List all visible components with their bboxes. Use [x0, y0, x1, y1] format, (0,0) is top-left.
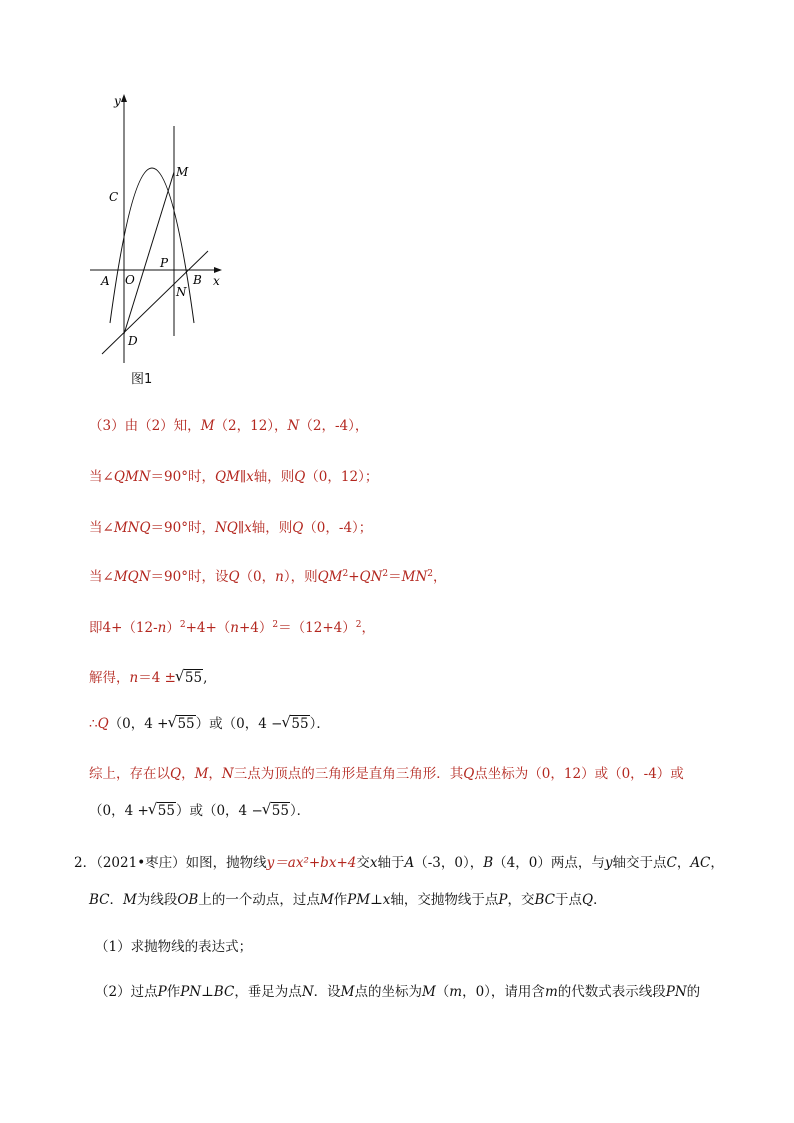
- label-p: P: [160, 256, 169, 270]
- label-d: D: [128, 334, 138, 348]
- text: ，: [710, 855, 724, 871]
- text: （2，12）: [214, 418, 275, 434]
- var: OB: [177, 892, 199, 908]
- sqrt-expression: [149, 800, 176, 822]
- text: 的: [686, 984, 701, 1000]
- label-a: A: [101, 274, 110, 288]
- var: PN: [180, 984, 202, 1000]
- var: Q: [97, 716, 109, 732]
- text: （0，4 +: [89, 803, 149, 819]
- var: x: [369, 855, 378, 871]
- text: （3）由（2）知，: [89, 418, 201, 434]
- text: （-3，0），: [414, 855, 484, 871]
- text: （0，4 +: [108, 716, 169, 732]
- text: ．: [593, 892, 607, 908]
- radicand: 55: [291, 716, 309, 732]
- text: （: [435, 984, 450, 1000]
- exp: 2: [272, 620, 279, 630]
- text: （0，: [239, 569, 276, 585]
- var: x: [244, 520, 252, 536]
- text: 轴，交抛物线于点: [390, 892, 499, 908]
- exp: 2: [427, 569, 434, 579]
- text: ⊥: [201, 984, 214, 1000]
- text: ，交: [507, 892, 535, 908]
- parabola-diagram: [88, 88, 238, 388]
- text: 解得，: [89, 670, 130, 686]
- text: ）．: [289, 803, 311, 819]
- var: x: [246, 469, 254, 485]
- var: N: [301, 984, 314, 1000]
- text: 为线段: [136, 892, 178, 908]
- var: QN: [359, 569, 383, 585]
- var: P: [498, 892, 508, 908]
- var: Q: [294, 469, 306, 485]
- text: +4+（: [185, 620, 231, 636]
- text: 即4+（12-: [89, 620, 158, 636]
- x-axis-arrow: [214, 267, 222, 273]
- var: M: [319, 892, 334, 908]
- text: 作: [333, 892, 348, 908]
- problem-2-line-1: [74, 852, 724, 874]
- text: ，: [361, 620, 375, 636]
- text: 2．（2021•枣庄）如图，抛物线: [74, 855, 267, 871]
- var: M: [123, 892, 137, 908]
- label-b: B: [193, 273, 202, 287]
- text: 于点: [555, 892, 583, 908]
- var: M: [200, 418, 215, 434]
- var: A: [404, 855, 415, 871]
- text: 三点为顶点的三角形是直角三角形．其: [233, 766, 464, 782]
- text: ．: [109, 892, 124, 908]
- var: Q: [582, 892, 594, 908]
- solution-line-8: [89, 763, 684, 785]
- var: Q: [228, 569, 240, 585]
- sqrt-expression: [176, 667, 203, 689]
- var: N: [287, 418, 300, 434]
- text: 综上，存在以: [89, 766, 170, 782]
- text: 点的坐标为: [354, 984, 422, 1000]
- text: ＝90°时，: [150, 520, 215, 536]
- var: n: [157, 620, 167, 636]
- text: ＝4 ±: [138, 670, 176, 686]
- problem-2-question-1: [95, 936, 252, 958]
- text: 当∠: [89, 569, 114, 585]
- var: QM: [214, 469, 240, 485]
- text: （0，-4）；: [303, 520, 373, 536]
- text: 轴于: [377, 855, 405, 871]
- text: 交: [356, 855, 370, 871]
- text: +: [348, 569, 360, 585]
- var: QMN: [113, 469, 151, 485]
- text: ，: [676, 855, 691, 871]
- label-y: y: [114, 94, 121, 108]
- text: ）．: [309, 716, 330, 732]
- var: n: [129, 670, 139, 686]
- figure-caption: 图1: [131, 372, 153, 387]
- radicand: 55: [184, 670, 203, 686]
- text: 上的一个动点，过点: [198, 892, 320, 908]
- equation: y＝ax²+bx+4: [266, 855, 357, 871]
- var: MNQ: [113, 520, 151, 536]
- text: ,: [203, 670, 208, 686]
- var: Q: [292, 520, 304, 536]
- line-db: [102, 251, 208, 354]
- line-dm: [124, 172, 174, 334]
- text: ∴: [89, 716, 98, 732]
- var: BC: [213, 984, 235, 1000]
- var: M: [340, 984, 355, 1000]
- radicand: 55: [177, 716, 195, 732]
- text: ＝90°时，设: [150, 569, 229, 585]
- text: ，0），请用含: [462, 984, 545, 1000]
- text: （0，12）；: [305, 469, 379, 485]
- var: BC: [534, 892, 556, 908]
- label-c: C: [109, 190, 119, 204]
- solution-line-1: [89, 415, 368, 437]
- text: 的代数式表示线段: [557, 984, 666, 1000]
- parabola-curve: [110, 168, 194, 323]
- text: 作: [166, 984, 181, 1000]
- text: （2）过点: [95, 984, 158, 1000]
- text: 轴，则: [253, 469, 295, 485]
- problem-2-line-2: [89, 889, 607, 911]
- text: ）: [166, 620, 180, 636]
- label-x: x: [213, 274, 220, 288]
- exp: 2: [382, 569, 389, 579]
- var: M: [194, 766, 209, 782]
- radicand: 55: [271, 803, 289, 819]
- label-o: O: [125, 273, 135, 287]
- text: ＝（12+4）: [278, 620, 356, 636]
- var: NQ: [214, 520, 238, 536]
- text: +4）: [239, 620, 273, 636]
- text: ＝90°时，: [150, 469, 215, 485]
- text: ）或（0，4 −: [175, 803, 263, 819]
- text: ．设: [313, 984, 341, 1000]
- radicand: 55: [157, 803, 175, 819]
- var: PN: [665, 984, 687, 1000]
- text: 点坐标为（0，12）或（0，-4）或: [474, 766, 684, 782]
- text: ，: [208, 766, 222, 782]
- solution-line-2: [89, 466, 378, 488]
- var: BC: [89, 892, 110, 908]
- text: （1）求抛物线的表达式；: [95, 939, 253, 955]
- var: MQN: [113, 569, 151, 585]
- solution-line-6: [89, 667, 207, 689]
- var: B: [483, 855, 494, 871]
- var: PM: [347, 892, 371, 908]
- text: （2，-4），: [299, 418, 369, 434]
- var: m: [544, 984, 558, 1000]
- text: ∥: [239, 469, 247, 485]
- var: y: [604, 855, 613, 871]
- figure-1: [88, 88, 238, 388]
- text: （4，0）两点，与: [493, 855, 605, 871]
- var: P: [157, 984, 167, 1000]
- var: Q: [463, 766, 475, 782]
- label-n: N: [176, 285, 187, 299]
- exp: 2: [179, 620, 186, 630]
- text: 轴交于点: [612, 855, 667, 871]
- var: C: [666, 855, 677, 871]
- var: QM: [317, 569, 343, 585]
- text: 当∠: [89, 520, 114, 536]
- var: n: [230, 620, 239, 636]
- exp: 2: [355, 620, 362, 630]
- problem-2-question-2: [95, 981, 700, 1003]
- var: m: [449, 984, 463, 1000]
- text: ∥: [237, 520, 245, 536]
- text: ，垂足为点: [234, 984, 302, 1000]
- solution-line-4: [89, 566, 447, 588]
- var: MN: [401, 569, 428, 585]
- label-m: M: [176, 165, 189, 179]
- var: Q: [170, 766, 182, 782]
- solution-line-7: [89, 713, 330, 735]
- var: AC: [690, 855, 711, 871]
- text: ，: [181, 766, 195, 782]
- sqrt-expression: [263, 800, 290, 822]
- text: 当∠: [89, 469, 114, 485]
- text: ，: [274, 418, 288, 434]
- text: ），则: [283, 569, 318, 585]
- text: ，: [433, 569, 447, 585]
- sqrt-expression: [282, 713, 309, 735]
- y-axis-arrow: [121, 94, 127, 102]
- var: N: [221, 766, 234, 782]
- exp: 2: [342, 569, 349, 579]
- text: 轴，则: [251, 520, 293, 536]
- sqrt-expression: [168, 713, 195, 735]
- var: n: [275, 569, 284, 585]
- solution-line-5: [89, 617, 375, 639]
- var: x: [382, 892, 391, 908]
- text: ＝: [388, 569, 402, 585]
- var: M: [421, 984, 436, 1000]
- solution-line-9: [89, 800, 310, 822]
- solution-line-3: [89, 517, 372, 539]
- text: ）或（0，4 −: [195, 716, 283, 732]
- text: ⊥: [370, 892, 383, 908]
